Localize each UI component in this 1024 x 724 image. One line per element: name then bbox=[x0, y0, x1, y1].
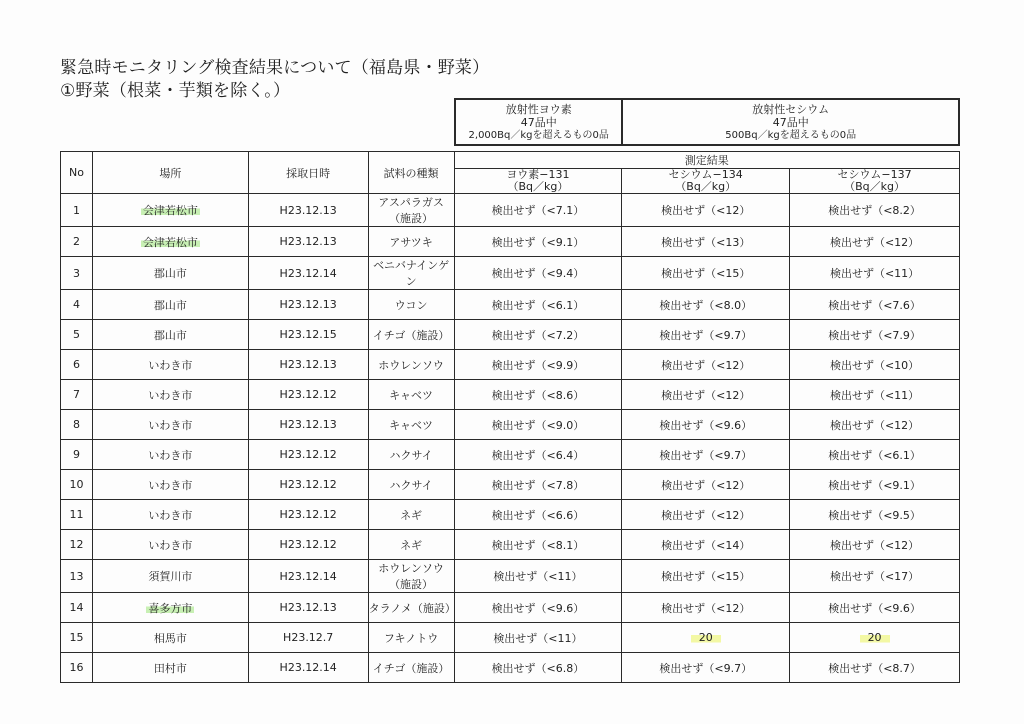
cell-cs137-text: 検出せず（<8.7） bbox=[828, 661, 921, 675]
header-cs134 bbox=[622, 169, 790, 194]
cell-no-text: 3 bbox=[72, 266, 80, 280]
cell-cs137-text: 検出せず（<10） bbox=[829, 358, 920, 372]
cell-i131-text: 検出せず（<9.1） bbox=[491, 235, 585, 249]
cell-date bbox=[248, 470, 368, 500]
cell-cs137 bbox=[790, 623, 960, 653]
summary-cesium-cell bbox=[622, 99, 959, 145]
cell-no-text: 11 bbox=[69, 508, 84, 521]
cell-sample-text: タラノメ（施設） bbox=[368, 601, 456, 615]
cell-cs134-text: 検出せず（<8.0） bbox=[659, 298, 753, 312]
header-sample: 試料の種類 bbox=[368, 152, 454, 194]
header-date: 採取日時 bbox=[248, 152, 368, 194]
cell-no bbox=[61, 560, 93, 593]
cell-sample-text: ホウレンソウ bbox=[378, 358, 444, 372]
cell-cs134-text: 検出せず（<14） bbox=[661, 538, 751, 552]
cell-i131 bbox=[454, 227, 622, 257]
cell-date bbox=[248, 320, 368, 350]
summary-cesium-count: 47品中 bbox=[772, 115, 809, 129]
cell-i131-text: 検出せず（<8.6） bbox=[491, 388, 585, 402]
header-cs137-label: セシウム−137 bbox=[837, 168, 912, 181]
cell-place-text: 会津若松市 bbox=[142, 235, 198, 249]
header-measurement: 測定結果 bbox=[454, 152, 959, 169]
cell-cs137 bbox=[790, 227, 960, 257]
cell-cs134-text: 検出せず（<9.7） bbox=[659, 328, 753, 342]
cell-date bbox=[248, 623, 368, 653]
cell-cs137 bbox=[790, 290, 960, 320]
cell-place-text: いわき市 bbox=[148, 358, 193, 372]
cell-i131-text: 検出せず（<8.1） bbox=[491, 538, 585, 552]
cell-cs137 bbox=[790, 380, 960, 410]
cell-cs137 bbox=[790, 257, 960, 290]
header-cs137-unit: （Bq／kg） bbox=[844, 180, 906, 193]
cell-cs137-text: 検出せず（<11） bbox=[829, 388, 920, 402]
cell-place-text: 相馬市 bbox=[153, 631, 187, 645]
cell-i131 bbox=[454, 290, 622, 320]
table-row bbox=[61, 290, 960, 320]
cell-i131-text: 検出せず（<6.8） bbox=[491, 661, 585, 675]
cell-date-text: H23.12.12 bbox=[279, 508, 337, 521]
table-row bbox=[61, 593, 960, 623]
cell-place bbox=[92, 350, 248, 380]
table-row bbox=[61, 440, 960, 470]
cell-date bbox=[248, 593, 368, 623]
cell-no bbox=[61, 227, 93, 257]
cell-date bbox=[248, 257, 368, 290]
cell-date bbox=[248, 227, 368, 257]
cell-place bbox=[92, 593, 248, 623]
cell-cs137 bbox=[790, 653, 960, 683]
cell-sample-text: アスパラガス（施設） bbox=[378, 196, 444, 225]
cell-cs134-text: 検出せず（<12） bbox=[661, 358, 751, 372]
cell-date bbox=[248, 380, 368, 410]
cell-cs134 bbox=[622, 350, 790, 380]
cell-cs134 bbox=[622, 320, 790, 350]
header-place: 場所 bbox=[92, 152, 248, 194]
cell-place bbox=[92, 410, 248, 440]
header-no: No bbox=[61, 152, 93, 194]
cell-i131-text: 検出せず（<7.8） bbox=[491, 478, 585, 492]
cell-i131 bbox=[454, 500, 622, 530]
cell-sample bbox=[368, 227, 454, 257]
cell-no bbox=[61, 320, 93, 350]
cell-sample bbox=[368, 530, 454, 560]
cell-i131 bbox=[454, 410, 622, 440]
cell-i131-text: 検出せず（<9.0） bbox=[491, 418, 585, 432]
cell-sample-text: ネギ bbox=[400, 538, 423, 552]
cell-cs137-text: 検出せず（<9.5） bbox=[828, 508, 921, 522]
cell-cs137-text: 検出せず（<12） bbox=[829, 538, 920, 552]
cell-cs134-text: 検出せず（<15） bbox=[661, 570, 751, 583]
cell-sample-text: ウコン bbox=[394, 298, 428, 312]
cell-cs134 bbox=[622, 290, 790, 320]
cell-sample bbox=[368, 257, 454, 290]
cell-date-text: H23.12.13 bbox=[279, 358, 337, 371]
cell-no bbox=[61, 593, 93, 623]
cell-date bbox=[248, 350, 368, 380]
cell-cs134 bbox=[622, 623, 790, 653]
cell-no-text: 2 bbox=[72, 235, 80, 248]
cell-cs134 bbox=[622, 653, 790, 683]
cell-date bbox=[248, 290, 368, 320]
cell-date-text: H23.12.14 bbox=[279, 569, 337, 583]
header-i131-label: ヨウ素−131 bbox=[506, 168, 570, 181]
table-row bbox=[61, 320, 960, 350]
cell-place bbox=[92, 653, 248, 683]
cell-cs137 bbox=[790, 560, 960, 593]
cell-sample-text: イチゴ（施設） bbox=[372, 661, 450, 675]
cell-place bbox=[92, 530, 248, 560]
cell-no-text: 7 bbox=[72, 388, 80, 401]
cell-no bbox=[61, 194, 93, 227]
cell-i131 bbox=[454, 653, 622, 683]
cell-sample bbox=[368, 623, 454, 653]
cell-cs134-text: 検出せず（<12） bbox=[661, 204, 751, 217]
cell-date bbox=[248, 653, 368, 683]
cell-i131 bbox=[454, 257, 622, 290]
cell-date bbox=[248, 440, 368, 470]
cell-i131-text: 検出せず（<11） bbox=[493, 631, 583, 645]
cell-i131 bbox=[454, 380, 622, 410]
cell-i131-text: 検出せず（<9.4） bbox=[491, 267, 585, 280]
cell-sample bbox=[368, 593, 454, 623]
cell-cs137-text: 検出せず（<17） bbox=[829, 570, 920, 583]
cell-sample bbox=[368, 320, 454, 350]
cell-i131 bbox=[454, 560, 622, 593]
cell-cs137-text: 検出せず（<8.2） bbox=[828, 204, 921, 217]
cell-sample bbox=[368, 410, 454, 440]
summary-cesium-criterion: 500Bq／kgを超えるもの0品 bbox=[725, 129, 857, 141]
cell-place-text: いわき市 bbox=[148, 538, 193, 552]
cell-place bbox=[92, 623, 248, 653]
cell-no bbox=[61, 380, 93, 410]
cell-cs134-text: 検出せず（<15） bbox=[661, 267, 751, 280]
cell-i131 bbox=[454, 593, 622, 623]
cell-cs134-text: 検出せず（<13） bbox=[661, 235, 751, 249]
table-row bbox=[61, 470, 960, 500]
cell-no-text: 1 bbox=[72, 203, 80, 217]
cell-sample bbox=[368, 470, 454, 500]
header-cs134-unit: （Bq／kg） bbox=[675, 180, 737, 193]
cell-cs134 bbox=[622, 560, 790, 593]
cell-no-text: 16 bbox=[69, 661, 84, 674]
cell-cs134-text: 検出せず（<12） bbox=[661, 508, 751, 522]
cell-date bbox=[248, 410, 368, 440]
cell-place-text: 会津若松市 bbox=[142, 204, 198, 217]
cell-no bbox=[61, 410, 93, 440]
cell-i131-text: 検出せず（<7.1） bbox=[491, 204, 585, 217]
table-row bbox=[61, 227, 960, 257]
cell-date bbox=[248, 500, 368, 530]
cell-no bbox=[61, 470, 93, 500]
cell-place-text: いわき市 bbox=[148, 508, 193, 522]
cell-cs137 bbox=[790, 410, 960, 440]
cell-no bbox=[61, 440, 93, 470]
cell-cs134-text: 検出せず（<12） bbox=[661, 601, 751, 615]
cell-sample bbox=[368, 653, 454, 683]
cell-cs137-text: 20 bbox=[860, 631, 890, 644]
cell-cs134 bbox=[622, 380, 790, 410]
cell-date-text: H23.12.7 bbox=[283, 631, 334, 644]
cell-cs137-text: 検出せず（<12） bbox=[829, 418, 920, 432]
summary-iodine-label: 放射性ヨウ素 bbox=[505, 102, 572, 116]
cell-sample bbox=[368, 560, 454, 593]
table-row bbox=[61, 194, 960, 227]
cell-cs134 bbox=[622, 194, 790, 227]
cell-cs134 bbox=[622, 470, 790, 500]
cell-cs137 bbox=[790, 350, 960, 380]
cell-date-text: H23.12.14 bbox=[279, 661, 337, 674]
cell-i131-text: 検出せず（<7.2） bbox=[491, 328, 585, 342]
cell-place-text: いわき市 bbox=[148, 478, 193, 492]
cell-place bbox=[92, 470, 248, 500]
cell-place bbox=[92, 290, 248, 320]
cell-cs137-text: 検出せず（<9.1） bbox=[828, 478, 921, 492]
cell-i131 bbox=[454, 350, 622, 380]
cell-i131-text: 検出せず（<6.4） bbox=[491, 448, 585, 462]
cell-sample-text: ハクサイ bbox=[389, 448, 433, 462]
cell-cs134-text: 検出せず（<12） bbox=[661, 388, 751, 402]
cell-place-text: いわき市 bbox=[148, 448, 193, 462]
cell-i131 bbox=[454, 530, 622, 560]
page-subtitle: ①野菜（根菜・芋類を除く。） bbox=[60, 81, 291, 101]
cell-sample bbox=[368, 380, 454, 410]
cell-date-text: H23.12.12 bbox=[279, 388, 337, 401]
cell-cs134 bbox=[622, 410, 790, 440]
cell-no bbox=[61, 530, 93, 560]
table-row bbox=[61, 500, 960, 530]
table-row bbox=[61, 623, 960, 653]
cell-place-text: いわき市 bbox=[148, 418, 193, 432]
header-i131 bbox=[454, 169, 622, 194]
cell-cs134 bbox=[622, 257, 790, 290]
cell-cs137 bbox=[790, 530, 960, 560]
cell-i131-text: 検出せず（<6.6） bbox=[491, 508, 585, 522]
cell-place-text: いわき市 bbox=[148, 388, 193, 402]
table-row bbox=[61, 560, 960, 593]
cell-sample bbox=[368, 500, 454, 530]
cell-cs137-text: 検出せず（<7.6） bbox=[828, 298, 921, 312]
cell-cs134-text: 検出せず（<9.6） bbox=[659, 418, 753, 432]
table-row bbox=[61, 380, 960, 410]
cell-cs134-text: 検出せず（<12） bbox=[661, 478, 751, 492]
cell-cs134-text: 検出せず（<9.7） bbox=[659, 448, 753, 462]
cell-cs134 bbox=[622, 227, 790, 257]
cell-place-text: 喜多方市 bbox=[148, 601, 193, 615]
cell-i131 bbox=[454, 440, 622, 470]
cell-sample-text: イチゴ（施設） bbox=[372, 328, 450, 342]
cell-cs137 bbox=[790, 440, 960, 470]
cell-sample bbox=[368, 194, 454, 227]
cell-place-text: 郡山市 bbox=[153, 267, 187, 280]
cell-no-text: 12 bbox=[69, 538, 84, 551]
cell-cs134 bbox=[622, 500, 790, 530]
table-row bbox=[61, 350, 960, 380]
cell-date-text: H23.12.12 bbox=[279, 478, 337, 491]
cell-sample-text: キャベツ bbox=[389, 388, 434, 402]
cell-i131-text: 検出せず（<9.6） bbox=[491, 601, 585, 615]
cell-no-text: 15 bbox=[69, 631, 84, 644]
cell-place bbox=[92, 440, 248, 470]
summary-iodine-criterion: 2,000Bq／kgを超えるもの0品 bbox=[468, 129, 609, 141]
cell-sample-text: ネギ bbox=[400, 508, 423, 522]
cell-cs137-text: 検出せず（<7.9） bbox=[828, 328, 921, 342]
cell-date-text: H23.12.13 bbox=[279, 298, 337, 311]
cell-i131 bbox=[454, 470, 622, 500]
header-i131-unit: （Bq／kg） bbox=[507, 180, 569, 193]
results-table bbox=[60, 151, 960, 683]
cell-cs137 bbox=[790, 593, 960, 623]
cell-place-text: 郡山市 bbox=[153, 328, 187, 342]
cell-sample bbox=[368, 440, 454, 470]
cell-cs137-text: 検出せず（<11） bbox=[829, 267, 920, 280]
cell-sample-text: ベニバナインゲン bbox=[373, 259, 450, 288]
cell-cs134-text: 20 bbox=[691, 631, 721, 644]
cell-date-text: H23.12.12 bbox=[279, 448, 337, 461]
summary-iodine-count: 47品中 bbox=[520, 115, 557, 129]
cell-sample-text: ハクサイ bbox=[389, 478, 433, 492]
cell-place bbox=[92, 560, 248, 593]
cell-i131 bbox=[454, 194, 622, 227]
cell-cs134 bbox=[622, 530, 790, 560]
cell-no-text: 10 bbox=[69, 478, 84, 491]
cell-no-text: 9 bbox=[72, 448, 80, 461]
cell-sample-text: ホウレンソウ（施設） bbox=[378, 562, 444, 591]
cell-no bbox=[61, 623, 93, 653]
cell-cs137-text: 検出せず（<12） bbox=[829, 235, 920, 249]
header-cs137 bbox=[790, 169, 960, 194]
cell-cs137 bbox=[790, 500, 960, 530]
summary-iodine-cell bbox=[455, 99, 622, 145]
cell-no-text: 13 bbox=[69, 569, 84, 583]
cell-no bbox=[61, 290, 93, 320]
cell-no-text: 5 bbox=[72, 328, 80, 341]
cell-i131-text: 検出せず（<6.1） bbox=[491, 298, 585, 312]
cell-place bbox=[92, 500, 248, 530]
cell-no bbox=[61, 653, 93, 683]
summary-cesium-label: 放射性セシウム bbox=[752, 102, 830, 116]
cell-date-text: H23.12.13 bbox=[279, 203, 337, 217]
cell-no bbox=[61, 500, 93, 530]
cell-date-text: H23.12.13 bbox=[279, 601, 337, 614]
cell-date bbox=[248, 194, 368, 227]
cell-cs137 bbox=[790, 470, 960, 500]
cell-sample-text: フキノトウ bbox=[383, 631, 439, 645]
cell-place-text: 田村市 bbox=[153, 661, 187, 675]
cell-sample-text: アサツキ bbox=[389, 235, 433, 249]
cell-cs134 bbox=[622, 593, 790, 623]
header-cs134-label: セシウム−134 bbox=[668, 168, 743, 181]
cell-date bbox=[248, 530, 368, 560]
cell-date-text: H23.12.13 bbox=[279, 235, 337, 248]
cell-place-text: 郡山市 bbox=[153, 298, 187, 312]
cell-i131-text: 検出せず（<11） bbox=[493, 570, 583, 583]
cell-i131 bbox=[454, 320, 622, 350]
cell-cs137 bbox=[790, 194, 960, 227]
cell-date-text: H23.12.13 bbox=[279, 418, 337, 431]
table-row bbox=[61, 410, 960, 440]
cell-no bbox=[61, 350, 93, 380]
cell-place bbox=[92, 320, 248, 350]
cell-cs137-text: 検出せず（<6.1） bbox=[828, 448, 921, 462]
page-title: 緊急時モニタリング検査結果について（福島県・野菜） bbox=[60, 58, 490, 78]
cell-no-text: 8 bbox=[72, 418, 80, 431]
cell-date-text: H23.12.15 bbox=[279, 328, 337, 341]
table-row bbox=[61, 653, 960, 683]
cell-cs134-text: 検出せず（<9.7） bbox=[659, 661, 753, 675]
cell-date bbox=[248, 560, 368, 593]
table-row bbox=[61, 257, 960, 290]
summary-table bbox=[454, 98, 960, 146]
cell-i131 bbox=[454, 623, 622, 653]
cell-date-text: H23.12.14 bbox=[279, 266, 337, 280]
table-row bbox=[61, 530, 960, 560]
cell-sample-text: キャベツ bbox=[389, 418, 434, 432]
cell-place-text: 須賀川市 bbox=[148, 570, 193, 583]
cell-no-text: 4 bbox=[72, 298, 80, 311]
cell-no-text: 14 bbox=[69, 601, 84, 614]
cell-place bbox=[92, 380, 248, 410]
cell-cs137 bbox=[790, 320, 960, 350]
cell-no-text: 6 bbox=[72, 358, 80, 371]
cell-place bbox=[92, 227, 248, 257]
cell-i131-text: 検出せず（<9.9） bbox=[491, 358, 585, 372]
cell-no bbox=[61, 257, 93, 290]
cell-date-text: H23.12.12 bbox=[279, 538, 337, 551]
cell-cs137-text: 検出せず（<9.6） bbox=[828, 601, 921, 615]
cell-place bbox=[92, 257, 248, 290]
cell-sample bbox=[368, 290, 454, 320]
cell-place bbox=[92, 194, 248, 227]
cell-sample bbox=[368, 350, 454, 380]
cell-cs134 bbox=[622, 440, 790, 470]
